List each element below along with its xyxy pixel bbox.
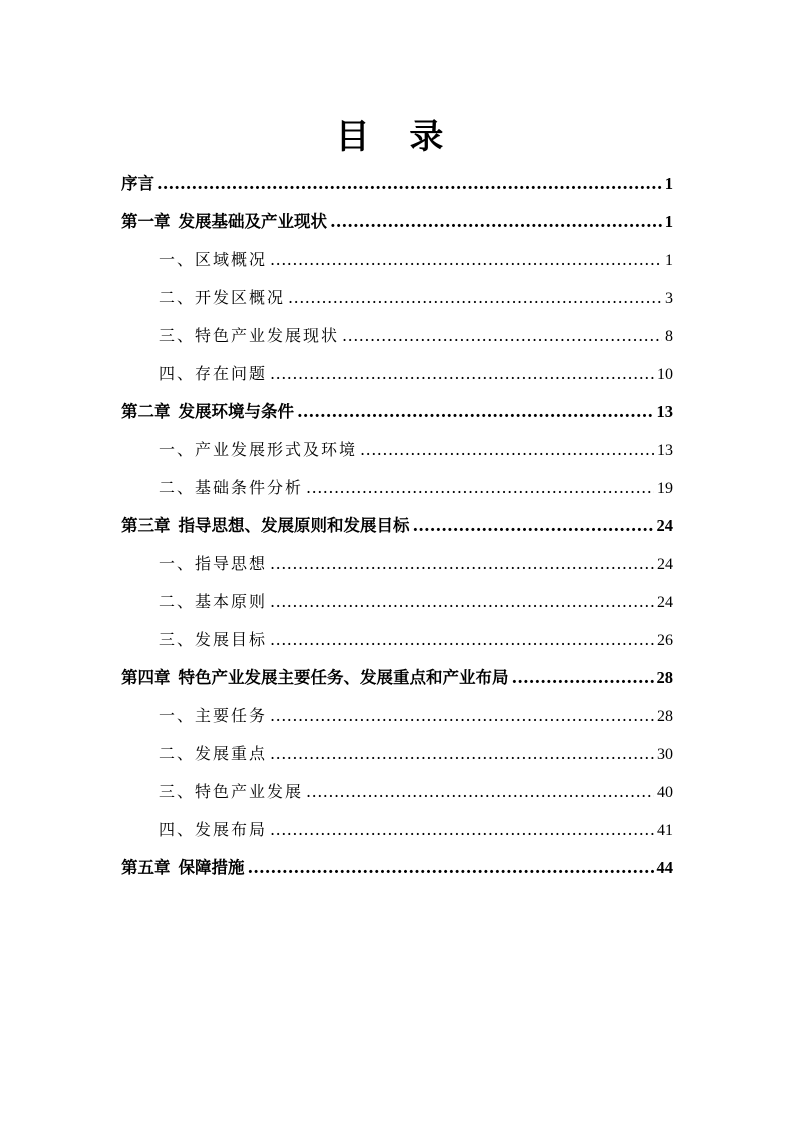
- toc-entry-text: 三、特色产业发展: [159, 782, 304, 801]
- toc-section-entry[interactable]: [121, 355, 673, 393]
- toc-dot-leader: [306, 773, 654, 811]
- page-title: 目 录: [335, 117, 458, 157]
- toc-entry-label: [121, 203, 327, 241]
- toc-entry-text: 指导思想、发展原则和发展目标: [178, 516, 410, 535]
- toc-entry-label: [159, 469, 303, 507]
- toc-section-entry[interactable]: [121, 545, 673, 583]
- toc-section-entry[interactable]: [121, 317, 673, 355]
- toc-chapter-entry[interactable]: [121, 849, 673, 887]
- toc-page-number: 10: [657, 366, 673, 383]
- toc-section-entry[interactable]: [121, 621, 673, 659]
- toc-section-entry[interactable]: [121, 697, 673, 735]
- toc-dot-leader: [342, 317, 662, 355]
- toc-chapter-entry[interactable]: [121, 203, 673, 241]
- toc-dot-leader: [270, 545, 654, 583]
- toc-dot-leader: [270, 621, 654, 659]
- toc-chapter-entry[interactable]: [121, 165, 673, 203]
- table-of-contents: [121, 165, 673, 887]
- toc-page-number: 1: [665, 252, 673, 269]
- toc-section-entry[interactable]: [121, 735, 673, 773]
- toc-section-entry[interactable]: [121, 583, 673, 621]
- toc-dot-leader: [288, 279, 662, 317]
- toc-chapter-entry[interactable]: [121, 507, 673, 545]
- toc-page-number: 13: [657, 442, 673, 459]
- toc-entry-label: [121, 659, 509, 697]
- toc-entry-text: 序言: [121, 174, 154, 193]
- toc-entry-text: 四、发展布局: [159, 820, 268, 839]
- toc-section-entry[interactable]: [121, 773, 673, 811]
- toc-entry-text: 一、产业发展形式及环境: [159, 440, 358, 459]
- toc-entry-text: 二、开发区概况: [159, 288, 286, 307]
- toc-entry-label: [159, 583, 267, 621]
- toc-chapter-entry[interactable]: [121, 393, 673, 431]
- toc-chapter-number: 第三章: [121, 516, 171, 535]
- toc-dot-leader: [157, 165, 662, 203]
- toc-page-number: 1: [664, 174, 673, 193]
- toc-page-number: 1: [664, 212, 673, 231]
- toc-dot-leader: [248, 849, 654, 887]
- toc-page-number: 24: [657, 556, 673, 573]
- toc-dot-leader: [270, 811, 654, 849]
- toc-chapter-number: 第二章: [121, 402, 171, 421]
- toc-entry-text: 一、区域概况: [159, 250, 268, 269]
- toc-dot-leader: [270, 583, 654, 621]
- toc-entry-label: [121, 507, 410, 545]
- toc-entry-text: 特色产业发展主要任务、发展重点和产业布局: [178, 668, 509, 687]
- toc-page-number: 8: [665, 328, 673, 345]
- toc-page-number: 19: [657, 480, 673, 497]
- toc-entry-label: [159, 697, 267, 735]
- toc-entry-text: 一、主要任务: [159, 706, 268, 725]
- toc-entry-label: [159, 811, 267, 849]
- toc-section-entry[interactable]: [121, 279, 673, 317]
- toc-section-entry[interactable]: [121, 241, 673, 279]
- toc-entry-label: [121, 393, 294, 431]
- toc-section-entry[interactable]: [121, 431, 673, 469]
- toc-entry-label: [159, 317, 339, 355]
- toc-entry-text: 三、发展目标: [159, 630, 268, 649]
- toc-dot-leader: [330, 203, 662, 241]
- toc-entry-text: 二、基础条件分析: [159, 478, 304, 497]
- toc-entry-label: [159, 735, 267, 773]
- toc-entry-label: [121, 849, 245, 887]
- toc-dot-leader: [413, 507, 654, 545]
- toc-entry-label: [159, 241, 267, 279]
- toc-page-number: 44: [656, 858, 673, 877]
- toc-page-number: 24: [656, 516, 673, 535]
- toc-dot-leader: [306, 469, 654, 507]
- toc-dot-leader: [297, 393, 654, 431]
- toc-section-entry[interactable]: [121, 469, 673, 507]
- toc-entry-text: 保障措施: [178, 858, 245, 877]
- toc-dot-leader: [360, 431, 654, 469]
- toc-page-number: 30: [657, 746, 673, 763]
- toc-page-number: 26: [657, 632, 673, 649]
- toc-entry-text: 四、存在问题: [159, 364, 268, 383]
- toc-dot-leader: [270, 697, 654, 735]
- toc-chapter-entry[interactable]: [121, 659, 673, 697]
- toc-entry-text: 一、指导思想: [159, 554, 268, 573]
- toc-entry-label: [121, 165, 154, 203]
- toc-dot-leader: [270, 355, 654, 393]
- toc-page-number: 28: [657, 708, 673, 725]
- toc-page-number: 24: [657, 594, 673, 611]
- toc-entry-text: 二、发展重点: [159, 744, 268, 763]
- toc-chapter-number: 第一章: [121, 212, 171, 231]
- toc-section-entry[interactable]: [121, 811, 673, 849]
- toc-entry-label: [159, 355, 267, 393]
- toc-entry-label: [159, 431, 357, 469]
- toc-dot-leader: [270, 735, 654, 773]
- toc-page-number: 13: [656, 402, 673, 421]
- toc-dot-leader: [270, 241, 662, 279]
- toc-chapter-number: 第五章: [121, 858, 171, 877]
- toc-page-number: 41: [657, 822, 673, 839]
- toc-page-number: 28: [656, 668, 673, 687]
- toc-page-number: 3: [665, 290, 673, 307]
- toc-chapter-number: 第四章: [121, 668, 171, 687]
- toc-entry-text: 发展环境与条件: [178, 402, 294, 421]
- toc-page-number: 40: [657, 784, 673, 801]
- toc-entry-text: 发展基础及产业现状: [178, 212, 327, 231]
- toc-dot-leader: [512, 659, 654, 697]
- toc-entry-text: 三、特色产业发展现状: [159, 326, 340, 345]
- toc-entry-label: [159, 773, 303, 811]
- toc-entry-label: [159, 279, 285, 317]
- toc-entry-label: [159, 621, 267, 659]
- toc-entry-label: [159, 545, 267, 583]
- toc-entry-text: 二、基本原则: [159, 592, 268, 611]
